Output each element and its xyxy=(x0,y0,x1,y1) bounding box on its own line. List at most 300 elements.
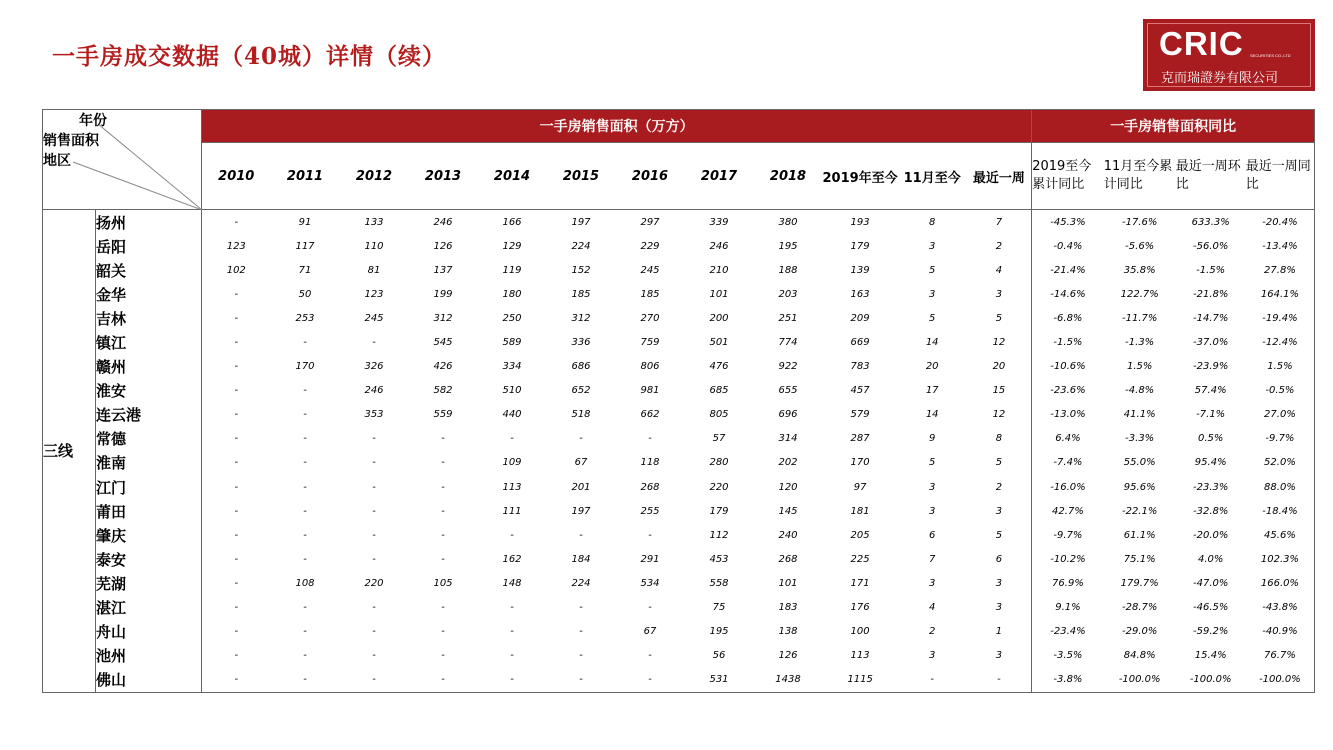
area-value-cell: 119 xyxy=(502,264,522,276)
area-value-cell: 126 xyxy=(778,650,798,662)
yoy-value-cell: -3.8% xyxy=(1032,668,1104,693)
yoy-value-cell: -19.4% xyxy=(1246,306,1315,330)
area-value-cell: 195 xyxy=(709,626,729,638)
area-value-cell: 101 xyxy=(778,577,798,589)
area-value-cell: 4 xyxy=(929,602,936,614)
column-header: 2015 xyxy=(547,143,616,210)
area-value-cell: 110 xyxy=(364,240,384,252)
area-value-cell: 253 xyxy=(295,312,315,324)
area-value-cell: 120 xyxy=(778,481,798,493)
area-value-cell: 6 xyxy=(995,553,1003,565)
area-value-cell: 163 xyxy=(850,288,870,300)
area-value-cell: 179 xyxy=(850,240,870,252)
yoy-value-cell: 15.4% xyxy=(1194,650,1227,662)
column-header: 2019至今累计同比 xyxy=(1032,143,1104,210)
yoy-value-cell: -21.8% xyxy=(1192,288,1229,300)
area-value-cell: 696 xyxy=(778,409,798,421)
area-value-cell: 166 xyxy=(502,216,522,228)
area-value-cell: 111 xyxy=(502,505,522,517)
city-name: 莆田 xyxy=(96,499,202,523)
area-value-cell: - xyxy=(441,626,445,638)
area-value-cell: 510 xyxy=(502,385,522,397)
yoy-value-cell: -0.4% xyxy=(1032,234,1104,258)
area-value-cell: 67 xyxy=(643,626,657,638)
city-name: 赣州 xyxy=(96,355,202,379)
area-value-cell: - xyxy=(372,337,376,349)
yoy-value-cell: 1.5% xyxy=(1246,355,1315,379)
area-value-cell: - xyxy=(898,668,967,693)
area-value-cell: - xyxy=(616,668,685,693)
area-value-cell: 12 xyxy=(992,337,1006,349)
area-value-cell: - xyxy=(234,433,239,445)
yoy-value-cell: 102.3% xyxy=(1246,547,1315,571)
area-value-cell: 655 xyxy=(778,385,798,397)
area-value-cell: - xyxy=(271,668,340,693)
yoy-value-cell: 55.0% xyxy=(1123,457,1156,469)
area-value-cell: 108 xyxy=(295,577,315,589)
column-header-row xyxy=(43,143,1315,210)
area-value-cell: 518 xyxy=(571,409,591,421)
yoy-value-cell: -22.1% xyxy=(1121,505,1158,517)
area-value-cell: 531 xyxy=(685,668,754,693)
column-header: 11月至今 xyxy=(898,143,967,210)
yoy-value-cell: 6.4% xyxy=(1032,427,1104,451)
yoy-value-cell: -11.7% xyxy=(1121,312,1158,324)
area-value-cell: 4 xyxy=(995,264,1003,276)
area-value-cell: 57 xyxy=(712,433,726,445)
corner-header xyxy=(43,110,202,210)
area-value-cell: 20 xyxy=(925,361,939,373)
area-value-cell: 440 xyxy=(502,409,522,421)
area-value-cell: 246 xyxy=(433,216,453,228)
area-value-cell: - xyxy=(303,650,307,662)
table-row xyxy=(43,282,1315,306)
city-name: 韶关 xyxy=(96,258,202,282)
area-value-cell: 3 xyxy=(995,288,1003,300)
yoy-value-cell: -0.5% xyxy=(1246,379,1315,403)
area-value-cell: 224 xyxy=(571,240,591,252)
area-value-cell: 2 xyxy=(995,240,1003,252)
city-name: 淮南 xyxy=(96,451,202,475)
area-value-cell: 105 xyxy=(433,577,453,589)
area-value-cell: 220 xyxy=(364,577,384,589)
area-value-cell: 170 xyxy=(295,361,315,373)
area-value-cell: - xyxy=(967,668,1032,693)
yoy-value-cell: -14.7% xyxy=(1192,312,1229,324)
area-value-cell: 180 xyxy=(502,288,522,300)
table-row xyxy=(43,596,1315,620)
yoy-value-cell: -3.3% xyxy=(1125,433,1155,445)
table-row xyxy=(43,306,1315,330)
corner-region-label: 地区 xyxy=(43,153,71,169)
column-header: 2014 xyxy=(478,143,547,210)
table-row xyxy=(43,234,1315,258)
area-value-cell: - xyxy=(303,457,307,469)
table-row xyxy=(43,620,1315,644)
area-value-cell: - xyxy=(303,481,307,493)
yoy-value-cell: 122.7% xyxy=(1120,288,1159,300)
yoy-value-cell: -17.6% xyxy=(1121,216,1158,228)
area-value-cell: - xyxy=(579,626,583,638)
area-value-cell: 334 xyxy=(502,361,522,373)
yoy-value-cell: 27.0% xyxy=(1246,403,1315,427)
yoy-value-cell: -18.4% xyxy=(1246,499,1315,523)
area-value-cell: 71 xyxy=(298,264,312,276)
area-value-cell: 112 xyxy=(709,529,729,541)
area-value-cell: 2 xyxy=(929,626,936,638)
area-value-cell: 3 xyxy=(929,505,936,517)
area-value-cell: 5 xyxy=(995,312,1003,324)
area-value-cell: 5 xyxy=(929,312,936,324)
yoy-value-cell: -23.9% xyxy=(1192,361,1229,373)
yoy-value-cell: 27.8% xyxy=(1246,258,1315,282)
area-value-cell: 67 xyxy=(574,457,588,469)
area-value-cell: 3 xyxy=(995,505,1003,517)
area-value-cell: - xyxy=(303,385,307,397)
column-header: 2010 xyxy=(202,143,271,210)
area-value-cell: 255 xyxy=(640,505,660,517)
area-value-cell: - xyxy=(372,481,376,493)
table-row xyxy=(43,330,1315,354)
yoy-value-cell: 164.1% xyxy=(1246,282,1315,306)
area-value-cell: 202 xyxy=(778,457,798,469)
area-value-cell: - xyxy=(648,433,652,445)
area-value-cell: 268 xyxy=(640,481,660,493)
area-value-cell: 15 xyxy=(992,385,1006,397)
area-value-cell: 652 xyxy=(571,385,591,397)
table-row xyxy=(43,547,1315,571)
area-value-cell: 1438 xyxy=(754,668,823,693)
area-value-cell: - xyxy=(372,650,376,662)
area-value-cell: - xyxy=(234,337,239,349)
area-value-cell: 685 xyxy=(709,385,729,397)
area-value-cell: 686 xyxy=(571,361,591,373)
area-value-cell: 3 xyxy=(929,240,936,252)
area-value-cell: 3 xyxy=(995,577,1003,589)
area-value-cell: - xyxy=(372,457,376,469)
yoy-value-cell: -23.3% xyxy=(1192,481,1229,493)
yoy-value-cell: 179.7% xyxy=(1120,577,1159,589)
area-value-cell: - xyxy=(372,505,376,517)
yoy-value-cell: 84.8% xyxy=(1123,650,1156,662)
city-name: 淮安 xyxy=(96,379,202,403)
yoy-value-cell: 4.0% xyxy=(1197,553,1224,565)
table-row xyxy=(43,355,1315,379)
area-value-cell: 426 xyxy=(433,361,453,373)
area-value-cell: 123 xyxy=(364,288,384,300)
area-value-cell: 101 xyxy=(709,288,729,300)
logo-sub-text: 克而瑞證券有限公司 xyxy=(1161,71,1279,86)
area-value-cell: - xyxy=(409,668,478,693)
area-value-cell: 453 xyxy=(709,553,729,565)
area-value-cell: 759 xyxy=(640,337,660,349)
column-header: 2017 xyxy=(685,143,754,210)
table-row xyxy=(43,258,1315,282)
area-value-cell: 17 xyxy=(925,385,939,397)
area-value-cell: 3 xyxy=(929,288,936,300)
area-value-cell: 291 xyxy=(640,553,660,565)
area-value-cell: - xyxy=(510,626,514,638)
table-body xyxy=(43,210,1315,693)
area-value-cell: 195 xyxy=(778,240,798,252)
yoy-value-cell: 41.1% xyxy=(1123,409,1156,421)
city-name: 岳阳 xyxy=(96,234,202,258)
area-value-cell: 1115 xyxy=(823,668,898,693)
area-value-cell: 3 xyxy=(929,577,936,589)
area-value-cell: 7 xyxy=(995,216,1003,228)
area-value-cell: 152 xyxy=(571,264,591,276)
area-value-cell: 559 xyxy=(433,409,453,421)
group-header-yoy: 一手房销售面积同比 xyxy=(1032,110,1315,143)
area-value-cell: - xyxy=(441,650,445,662)
area-value-cell: - xyxy=(372,529,376,541)
column-header: 2013 xyxy=(409,143,478,210)
area-value-cell: - xyxy=(648,529,652,541)
area-value-cell: - xyxy=(579,529,583,541)
area-value-cell: 534 xyxy=(640,577,660,589)
area-value-cell: 100 xyxy=(850,626,870,638)
area-value-cell: 3 xyxy=(929,481,936,493)
area-value-cell: 113 xyxy=(850,650,870,662)
yoy-value-cell: 166.0% xyxy=(1246,571,1315,595)
area-value-cell: 197 xyxy=(571,505,591,517)
yoy-value-cell: -1.3% xyxy=(1125,337,1155,349)
area-value-cell: 312 xyxy=(433,312,453,324)
area-value-cell: - xyxy=(202,668,271,693)
area-value-cell: - xyxy=(303,626,307,638)
yoy-value-cell: -4.8% xyxy=(1125,385,1155,397)
city-name: 吉林 xyxy=(96,306,202,330)
area-value-cell: 185 xyxy=(571,288,591,300)
yoy-value-cell: -100.0% xyxy=(1104,668,1176,693)
yoy-value-cell: 42.7% xyxy=(1032,499,1104,523)
area-value-cell: - xyxy=(478,668,547,693)
area-value-cell: - xyxy=(234,650,239,662)
area-value-cell: 91 xyxy=(298,216,312,228)
yoy-value-cell: 35.8% xyxy=(1123,264,1156,276)
area-value-cell: 270 xyxy=(640,312,660,324)
area-value-cell: 14 xyxy=(925,337,939,349)
area-value-cell: - xyxy=(303,337,307,349)
column-header: 2011 xyxy=(271,143,340,210)
area-value-cell: 193 xyxy=(850,216,870,228)
city-name: 泰安 xyxy=(96,547,202,571)
yoy-value-cell: -10.2% xyxy=(1032,547,1104,571)
area-value-cell: 7 xyxy=(929,553,936,565)
area-value-cell: - xyxy=(303,529,307,541)
area-value-cell: 75 xyxy=(712,602,726,614)
area-value-cell: - xyxy=(441,529,445,541)
column-header: 2018 xyxy=(754,143,823,210)
area-value-cell: - xyxy=(510,650,514,662)
yoy-value-cell: -9.7% xyxy=(1246,427,1315,451)
area-value-cell: 176 xyxy=(850,602,870,614)
area-value-cell: 56 xyxy=(712,650,726,662)
area-value-cell: 5 xyxy=(929,457,936,469)
yoy-value-cell: -9.7% xyxy=(1032,523,1104,547)
area-value-cell: - xyxy=(441,505,445,517)
area-value-cell: 171 xyxy=(850,577,870,589)
area-value-cell: 8 xyxy=(995,433,1003,445)
yoy-value-cell: -46.5% xyxy=(1192,602,1229,614)
city-name: 舟山 xyxy=(96,620,202,644)
tier-label: 三线 xyxy=(43,210,96,693)
area-value-cell: 117 xyxy=(295,240,315,252)
yoy-value-cell: -7.1% xyxy=(1196,409,1226,421)
area-value-cell: - xyxy=(372,433,376,445)
area-value-cell: 245 xyxy=(364,312,384,324)
city-name: 江门 xyxy=(96,475,202,499)
yoy-value-cell: -23.4% xyxy=(1032,620,1104,644)
area-value-cell: 14 xyxy=(925,409,939,421)
area-value-cell: 246 xyxy=(709,240,729,252)
area-value-cell: 162 xyxy=(502,553,522,565)
area-value-cell: 133 xyxy=(364,216,384,228)
area-value-cell: 6 xyxy=(929,529,936,541)
area-value-cell: 250 xyxy=(502,312,522,324)
area-value-cell: 3 xyxy=(995,602,1003,614)
yoy-value-cell: 61.1% xyxy=(1123,529,1156,541)
city-name: 扬州 xyxy=(96,210,202,235)
area-value-cell: 501 xyxy=(709,337,729,349)
area-value-cell: 185 xyxy=(640,288,660,300)
area-value-cell: - xyxy=(234,481,239,493)
area-value-cell: 457 xyxy=(850,385,870,397)
area-value-cell: - xyxy=(441,602,445,614)
area-value-cell: 1 xyxy=(995,626,1003,638)
yoy-value-cell: -21.4% xyxy=(1032,258,1104,282)
city-name: 镇江 xyxy=(96,330,202,354)
area-value-cell: 109 xyxy=(502,457,522,469)
table-row xyxy=(43,427,1315,451)
area-value-cell: 312 xyxy=(571,312,591,324)
area-value-cell: - xyxy=(372,602,376,614)
area-value-cell: 209 xyxy=(850,312,870,324)
yoy-value-cell: 0.5% xyxy=(1197,433,1224,445)
area-value-cell: 806 xyxy=(640,361,660,373)
area-value-cell: 229 xyxy=(640,240,660,252)
area-value-cell: 545 xyxy=(433,337,453,349)
area-value-cell: 240 xyxy=(778,529,798,541)
area-value-cell: - xyxy=(234,409,239,421)
area-value-cell: 183 xyxy=(778,602,798,614)
yoy-value-cell: 45.6% xyxy=(1246,523,1315,547)
column-header: 最近一周 xyxy=(967,143,1032,210)
area-value-cell: - xyxy=(303,409,307,421)
area-value-cell: 199 xyxy=(433,288,453,300)
corner-year-label: 年份 xyxy=(79,113,107,129)
area-value-cell: 5 xyxy=(929,264,936,276)
area-value-cell: - xyxy=(648,602,652,614)
yoy-value-cell: 88.0% xyxy=(1246,475,1315,499)
area-value-cell: 353 xyxy=(364,409,384,421)
area-value-cell: 669 xyxy=(850,337,870,349)
yoy-value-cell: -5.6% xyxy=(1125,240,1155,252)
yoy-value-cell: 9.1% xyxy=(1032,596,1104,620)
area-value-cell: - xyxy=(234,553,239,565)
area-value-cell: - xyxy=(510,602,514,614)
area-value-cell: 476 xyxy=(709,361,729,373)
area-value-cell: 139 xyxy=(850,264,870,276)
area-value-cell: - xyxy=(441,457,445,469)
column-header: 最近一周环比 xyxy=(1176,143,1246,210)
area-value-cell: 81 xyxy=(367,264,381,276)
area-value-cell: 662 xyxy=(640,409,660,421)
yoy-value-cell: -16.0% xyxy=(1032,475,1104,499)
column-header: 2012 xyxy=(340,143,409,210)
yoy-value-cell: -12.4% xyxy=(1246,330,1315,354)
area-value-cell: 3 xyxy=(929,650,936,662)
area-value-cell: - xyxy=(303,602,307,614)
area-value-cell: 805 xyxy=(709,409,729,421)
yoy-value-cell: -32.8% xyxy=(1192,505,1229,517)
area-value-cell: - xyxy=(303,505,307,517)
yoy-value-cell: 75.1% xyxy=(1123,553,1156,565)
logo-small-text: SECURITIES CO.,LTD xyxy=(1250,53,1291,58)
page-title: 一手房成交数据（40城）详情（续） xyxy=(52,43,447,70)
area-value-cell: 380 xyxy=(778,216,798,228)
area-value-cell: 118 xyxy=(640,457,660,469)
city-name: 芜湖 xyxy=(96,571,202,595)
yoy-value-cell: -13.4% xyxy=(1246,234,1315,258)
area-value-cell: 102 xyxy=(226,264,246,276)
area-value-cell: 5 xyxy=(995,457,1003,469)
area-value-cell: - xyxy=(372,553,376,565)
company-logo xyxy=(1143,19,1315,91)
area-value-cell: 245 xyxy=(640,264,660,276)
table-row xyxy=(43,210,1315,235)
area-value-cell: - xyxy=(234,577,239,589)
area-value-cell: 50 xyxy=(298,288,312,300)
area-value-cell: 201 xyxy=(571,481,591,493)
area-value-cell: 138 xyxy=(778,626,798,638)
table-row xyxy=(43,571,1315,595)
city-name: 连云港 xyxy=(96,403,202,427)
area-value-cell: - xyxy=(234,505,239,517)
area-value-cell: 297 xyxy=(640,216,660,228)
yoy-value-cell: 1.5% xyxy=(1126,361,1153,373)
area-value-cell: 200 xyxy=(709,312,729,324)
area-value-cell: - xyxy=(372,626,376,638)
yoy-value-cell: -3.5% xyxy=(1032,644,1104,668)
yoy-value-cell: -43.8% xyxy=(1246,596,1315,620)
area-value-cell: - xyxy=(234,361,239,373)
yoy-value-cell: 95.4% xyxy=(1194,457,1227,469)
area-value-cell: 97 xyxy=(853,481,867,493)
data-table xyxy=(42,109,1315,693)
yoy-value-cell: 95.6% xyxy=(1123,481,1156,493)
area-value-cell: - xyxy=(234,602,239,614)
area-value-cell: 326 xyxy=(364,361,384,373)
yoy-value-cell: 76.7% xyxy=(1246,644,1315,668)
area-value-cell: - xyxy=(234,529,239,541)
column-header: 11月至今累计同比 xyxy=(1104,143,1176,210)
area-value-cell: - xyxy=(303,433,307,445)
area-value-cell: 203 xyxy=(778,288,798,300)
city-name: 佛山 xyxy=(96,668,202,693)
area-value-cell: 5 xyxy=(995,529,1003,541)
column-header: 2016 xyxy=(616,143,685,210)
area-value-cell: 197 xyxy=(571,216,591,228)
area-value-cell: 205 xyxy=(850,529,870,541)
area-value-cell: - xyxy=(303,553,307,565)
area-value-cell: 339 xyxy=(709,216,729,228)
yoy-value-cell: 76.9% xyxy=(1032,571,1104,595)
area-value-cell: 981 xyxy=(640,385,660,397)
table-row xyxy=(43,403,1315,427)
yoy-value-cell: -23.6% xyxy=(1032,379,1104,403)
area-value-cell: - xyxy=(441,553,445,565)
